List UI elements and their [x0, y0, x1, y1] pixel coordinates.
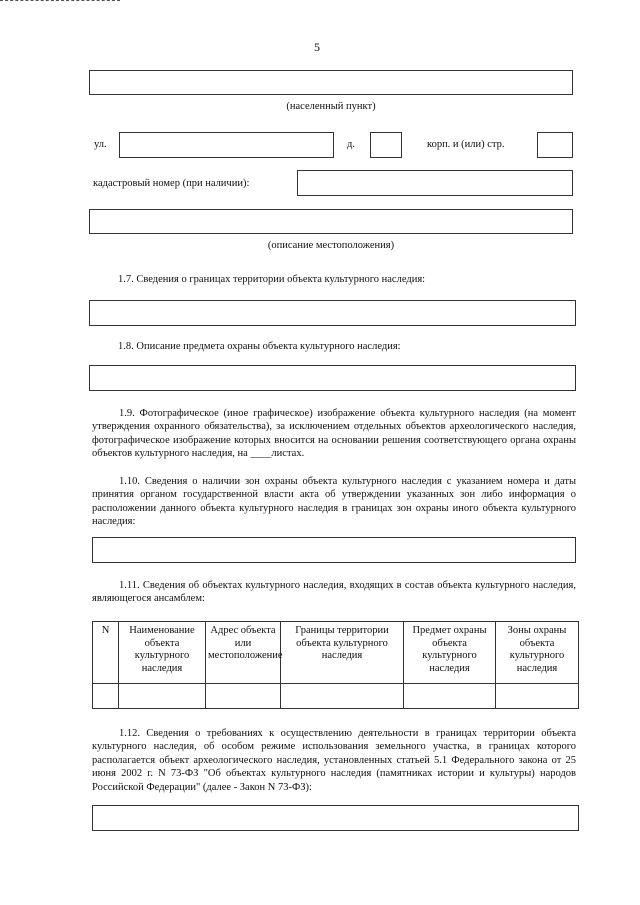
- section-1-10-field[interactable]: [92, 537, 576, 563]
- street-label: ул.: [94, 139, 107, 150]
- building-label: корп. и (или) стр.: [427, 139, 505, 150]
- house-field[interactable]: [370, 132, 402, 158]
- section-1-9-text: 1.9. Фотографическое (иное графическое) изображение объекта культурного наследия (на момент утверждения охранного обязательства), за исключением отдельных объектов археологического наследия, фотографическое изображение которых вносится на основании решения соответствующего органа охраны объектов культурного наследия, на ____листах.: [92, 408, 576, 460]
- col-header-n: N: [93, 622, 119, 684]
- building-field[interactable]: [537, 132, 573, 158]
- col-header-protection-subject: Предмет охраны объекта культурного наследия: [404, 622, 496, 684]
- ensemble-table: [92, 621, 579, 709]
- section-1-7-field[interactable]: [89, 300, 576, 326]
- section-1-8-field[interactable]: [89, 365, 576, 391]
- house-label: д.: [347, 139, 355, 150]
- location-caption: (описание местоположения): [267, 240, 395, 251]
- page-number: 5: [314, 40, 320, 54]
- table-cell[interactable]: [119, 684, 206, 709]
- section-1-12-text: 1.12. Сведения о требованиях к осуществлению деятельности в границах территории объекта культурного наследия, об особом режиме использования земельного участка, в границах которого располагается объект археологического наследия, установленных статьей 5.1 Федерального закона от 25 июня 2002 г. N 73-ФЗ "Об объектах культурного наследия (памятниках истории и культуры) народов Российской Федерации" (далее - Закон N 73-ФЗ):: [92, 728, 576, 793]
- location-field[interactable]: [89, 209, 573, 234]
- table-cell[interactable]: [206, 684, 281, 709]
- table-cell[interactable]: [404, 684, 496, 709]
- locality-field[interactable]: [89, 70, 573, 95]
- col-header-name: Наименование объекта культурного наследия: [119, 622, 206, 684]
- street-field[interactable]: [119, 132, 334, 158]
- col-header-address: Адрес объекта или местоположение: [206, 622, 281, 684]
- locality-caption: (населенный пункт): [286, 101, 376, 112]
- section-1-11-text: 1.11. Сведения об объектах культурного наследия, входящих в состав объекта культурного наследия, являющегося ансамблем:: [92, 580, 576, 605]
- cadastral-label: кадастровый номер (при наличии):: [93, 178, 250, 189]
- section-1-12-field[interactable]: [92, 805, 579, 831]
- cadastral-field[interactable]: [297, 170, 573, 196]
- table-header-row: [93, 622, 579, 684]
- table-cell[interactable]: [281, 684, 404, 709]
- section-1-7-heading: 1.7. Сведения о границах территории объекта культурного наследия:: [118, 274, 426, 285]
- col-header-boundaries: Границы территории объекта культурного наследия: [281, 622, 404, 684]
- scan-top-dashes: [0, 0, 120, 5]
- col-header-protection-zones: Зоны охраны объекта культурного наследия: [496, 622, 579, 684]
- table-cell[interactable]: [496, 684, 579, 709]
- section-1-10-text: 1.10. Сведения о наличии зон охраны объекта культурного наследия с указанием номера и даты принятия органом государственной власти акта об утверждении указанных зон либо информация о расположении данного объекта культурного наследия в границах зон охраны иного объекта культурного наследия:: [92, 476, 576, 528]
- table-row: [93, 684, 579, 709]
- table-cell[interactable]: [93, 684, 119, 709]
- section-1-8-heading: 1.8. Описание предмета охраны объекта культурного наследия:: [118, 341, 401, 352]
